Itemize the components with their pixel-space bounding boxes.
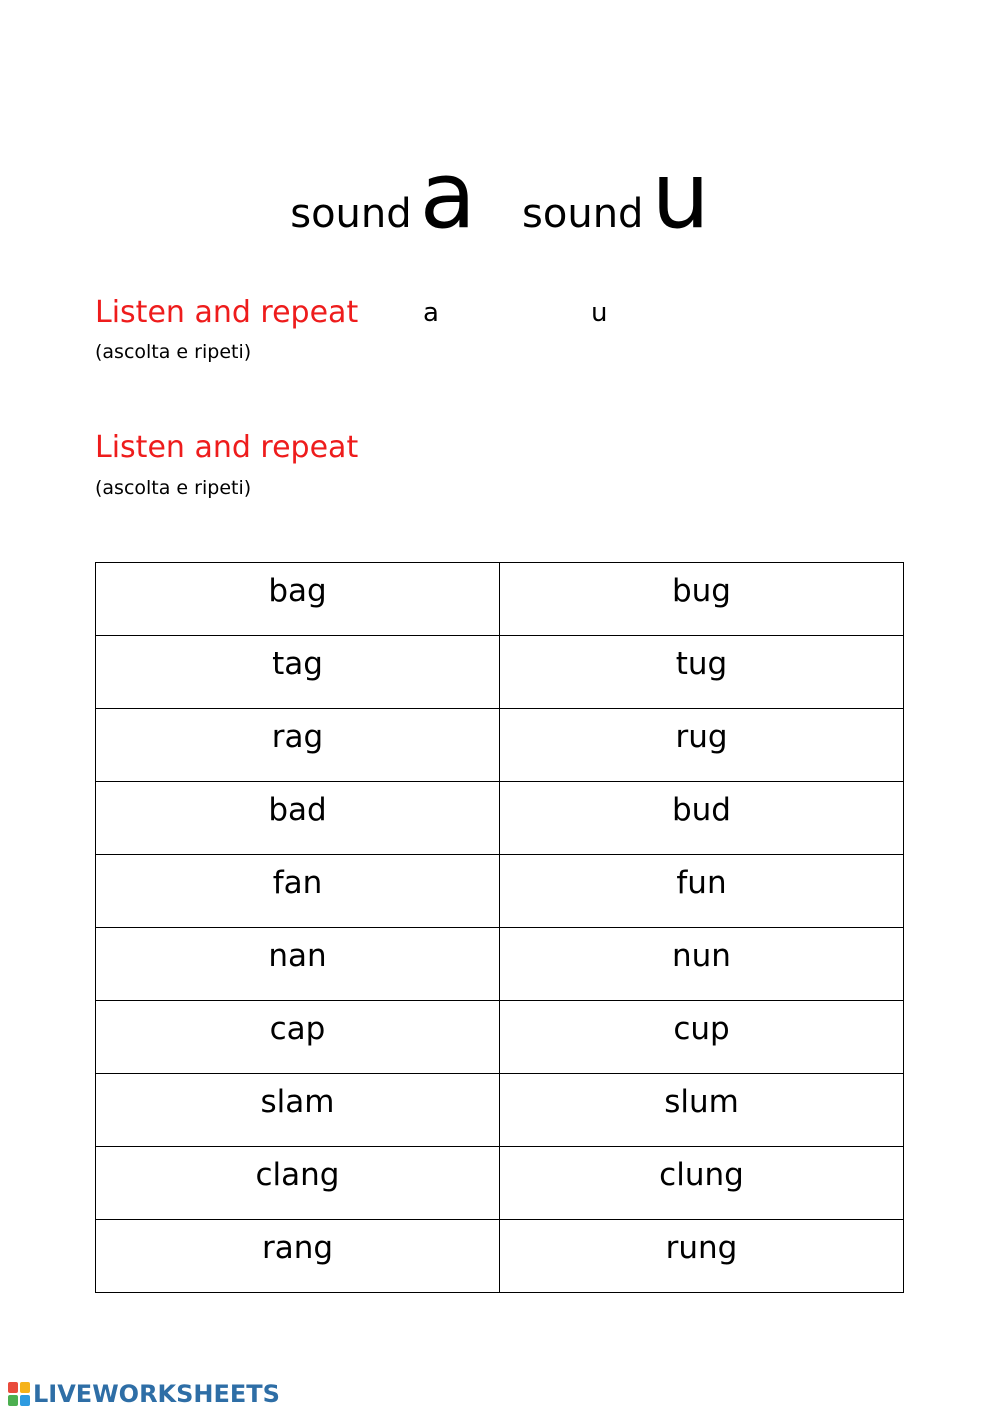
table-row [96, 636, 904, 709]
table-row [96, 709, 904, 782]
title-letter-u: u [651, 142, 710, 249]
instruction-listen-repeat-1: Listen and repeat [95, 295, 359, 330]
table-row [96, 855, 904, 928]
table-row [96, 563, 904, 636]
word-cell-a-sound[interactable]: bad [96, 782, 500, 855]
word-table [95, 562, 904, 1293]
word-cell-u-sound[interactable]: bud [500, 782, 904, 855]
word-cell-a-sound[interactable]: rang [96, 1220, 500, 1293]
word-cell-u-sound[interactable]: slum [500, 1074, 904, 1147]
table-row [96, 1074, 904, 1147]
translation-2: (ascolta e ripeti) [95, 477, 252, 499]
audio-letter-u[interactable]: u [591, 298, 608, 328]
word-cell-u-sound[interactable]: tug [500, 636, 904, 709]
instruction-listen-repeat-2: Listen and repeat [95, 430, 359, 465]
word-cell-u-sound[interactable]: clung [500, 1147, 904, 1220]
word-cell-a-sound[interactable]: rag [96, 709, 500, 782]
word-cell-a-sound[interactable]: bag [96, 563, 500, 636]
liveworksheets-logo [8, 1379, 280, 1409]
audio-letter-a[interactable]: a [423, 298, 439, 328]
table-row [96, 1220, 904, 1293]
title-sound-word-1: sound [290, 191, 412, 237]
word-cell-u-sound[interactable]: rug [500, 709, 904, 782]
word-cell-u-sound[interactable]: rung [500, 1220, 904, 1293]
translation-1: (ascolta e ripeti) [95, 341, 252, 363]
word-cell-u-sound[interactable]: cup [500, 1001, 904, 1074]
worksheet-title [0, 142, 1000, 249]
table-row [96, 782, 904, 855]
word-cell-a-sound[interactable]: cap [96, 1001, 500, 1074]
liveworksheets-brand-text: LIVEWORKSHEETS [33, 1380, 280, 1408]
word-cell-a-sound[interactable]: slam [96, 1074, 500, 1147]
table-row [96, 1001, 904, 1074]
title-letter-a: a [419, 142, 477, 249]
word-cell-u-sound[interactable]: bug [500, 563, 904, 636]
word-cell-u-sound[interactable]: fun [500, 855, 904, 928]
word-cell-a-sound[interactable]: tag [96, 636, 500, 709]
word-cell-a-sound[interactable]: clang [96, 1147, 500, 1220]
word-cell-u-sound[interactable]: nun [500, 928, 904, 1001]
word-cell-a-sound[interactable]: fan [96, 855, 500, 928]
table-row [96, 928, 904, 1001]
liveworksheets-logo-icon [8, 1382, 30, 1406]
title-sound-word-2: sound [522, 191, 644, 237]
table-row [96, 1147, 904, 1220]
word-cell-a-sound[interactable]: nan [96, 928, 500, 1001]
